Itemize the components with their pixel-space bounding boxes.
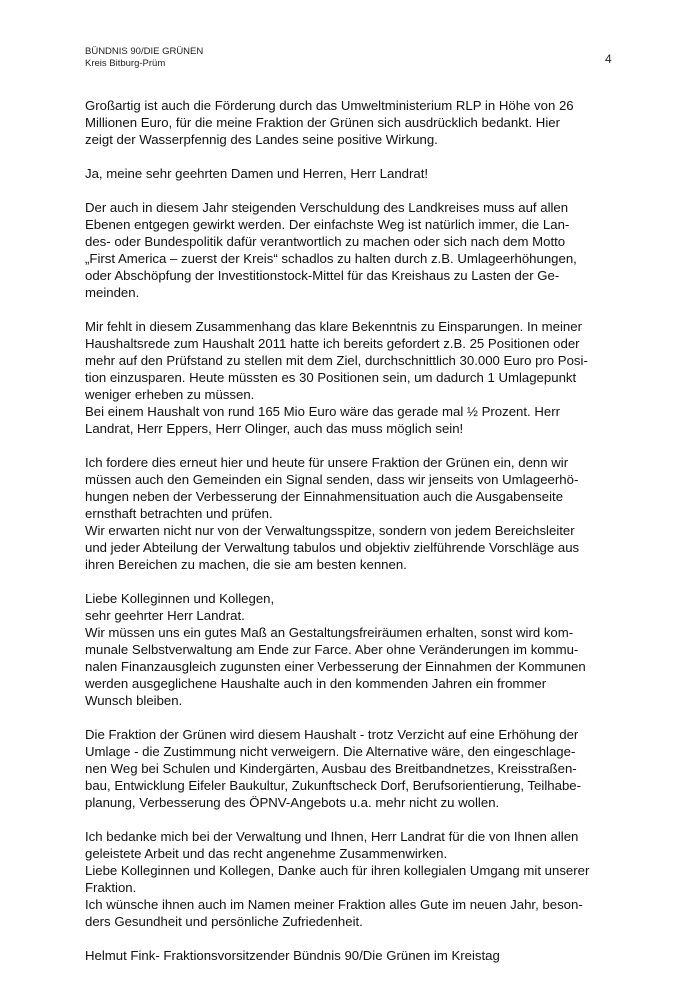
- text-line: Landrat, Herr Eppers, Herr Olinger, auch das muss möglich sein!: [85, 421, 464, 436]
- paragraph: [85, 318, 620, 437]
- text-line: Liebe Kolleginnen und Kollegen,: [85, 591, 275, 606]
- paragraph-gap: [85, 811, 620, 828]
- paragraph-gap: [85, 573, 620, 590]
- text-line: tion einzusparen. Heute müssten es 30 Positionen sein, um dadurch 1 Umlagepunkt: [85, 370, 577, 385]
- text-line: Mir fehlt in diesem Zusammenhang das klare Bekenntnis zu Einsparungen. In meiner: [85, 319, 582, 334]
- text-line: Wunsch bleiben.: [85, 693, 183, 708]
- text-line: Der auch in diesem Jahr steigenden Verschuldung des Landkreises muss auf allen: [85, 200, 569, 215]
- text-line: Ebenen entgegen gewirkt werden. Der einfachste Weg ist natürlich immer, die Lan-: [85, 217, 570, 232]
- text-line: Fraktion.: [85, 880, 137, 895]
- text-line: munale Selbstverwaltung am Ende zur Farce. Aber ohne Veränderungen im kommu-: [85, 642, 579, 657]
- text-line: Ich bedanke mich bei der Verwaltung und Ihnen, Herr Landrat für die von Ihnen allen: [85, 829, 579, 844]
- paragraph-gap: [85, 709, 620, 726]
- text-line: ernsthaft betrachten und prüfen.: [85, 506, 273, 521]
- paragraph: [85, 726, 620, 811]
- text-line: bau, Entwicklung Eifeler Baukultur, Zukunftscheck Dorf, Berufsorientierung, Teilhabe-: [85, 778, 582, 793]
- paragraph: [85, 454, 620, 573]
- document-body: [85, 97, 620, 964]
- paragraph-gap: [85, 301, 620, 318]
- paragraph-gap: [85, 930, 620, 947]
- text-line: und jeder Abteilung der Verwaltung tabulos und objektiv zielführende Vorschläge aus: [85, 540, 580, 555]
- text-line: zeigt der Wasserpfennig des Landes seine positive Wirkung.: [85, 132, 438, 147]
- text-line: „First America – zuerst der Kreis“ schadlos zu halten durch z.B. Umlageerhöhungen,: [85, 251, 577, 266]
- text-line: Helmut Fink- Fraktionsvorsitzender Bündnis 90/Die Grünen im Kreistag: [85, 948, 500, 963]
- text-line: Ich wünsche ihnen auch im Namen meiner Fraktion alles Gute im neuen Jahr, beson-: [85, 897, 583, 912]
- header-district: Kreis Bitburg-Prüm: [85, 58, 166, 69]
- text-line: sehr geehrter Herr Landrat.: [85, 608, 245, 623]
- paragraph: [85, 947, 620, 964]
- paragraph: [85, 199, 620, 301]
- text-line: hungen neben der Verbesserung der Einnahmensituation auch die Ausgabenseite: [85, 489, 564, 504]
- text-line: Ja, meine sehr geehrten Damen und Herren, Herr Landrat!: [85, 166, 429, 181]
- text-line: ders Gesundheit und persönliche Zufriedenheit.: [85, 914, 363, 929]
- paragraph: [85, 97, 620, 148]
- text-line: weniger erheben zu müssen.: [85, 387, 255, 402]
- paragraph-gap: [85, 182, 620, 199]
- text-line: des- oder Bundespolitik dafür verantwortlich zu machen oder sich nach dem Motto: [85, 234, 566, 249]
- text-line: Die Fraktion der Grünen wird diesem Haushalt - trotz Verzicht auf eine Erhöhung der: [85, 727, 579, 742]
- text-line: Liebe Kolleginnen und Kollegen, Danke auch für ihren kollegialen Umgang mit unserer: [85, 863, 590, 878]
- text-line: meinden.: [85, 285, 140, 300]
- text-line: Wir müssen uns ein gutes Maß an Gestaltungsfreiräumen erhalten, sonst wird kom-: [85, 625, 574, 640]
- text-line: Umlage - die Zustimmung nicht verweigern. Die Alternative wäre, den eingeschlage-: [85, 744, 576, 759]
- text-line: planung, Verbesserung des ÖPNV-Angebots u.a. mehr nicht zu wollen.: [85, 795, 500, 810]
- text-line: mehr auf den Prüfstand zu stellen mit dem Ziel, durchschnittlich 30.000 Euro pro Posi-: [85, 353, 588, 368]
- text-line: nen Weg bei Schulen und Kindergärten, Ausbau des Breitbandnetzes, Kreisstraßen-: [85, 761, 577, 776]
- text-line: Wir erwarten nicht nur von der Verwaltungsspitze, sondern von jedem Bereichsleiter: [85, 523, 575, 538]
- text-line: oder Abschöpfung der Investitionstock-Mittel für das Kreishaus zu Lasten der Ge-: [85, 268, 560, 283]
- text-line: Großartig ist auch die Förderung durch das Umweltministerium RLP in Höhe von 26: [85, 98, 574, 113]
- text-line: Bei einem Haushalt von rund 165 Mio Euro wäre das gerade mal ½ Prozent. Herr: [85, 404, 560, 419]
- page-number: 4: [605, 52, 612, 66]
- paragraph: [85, 590, 620, 709]
- paragraph: [85, 165, 620, 182]
- text-line: geleistete Arbeit und das recht angenehme Zusammenwirken.: [85, 846, 448, 861]
- text-line: müssen auch den Gemeinden ein Signal senden, dass wir jenseits von Umlageerhö-: [85, 472, 579, 487]
- header-org-name: BÜNDNIS 90/DIE GRÜNEN: [85, 46, 204, 57]
- text-line: werden ausgeglichene Haushalte auch in den kommenden Jahren ein frommer: [85, 676, 547, 691]
- text-line: ihren Bereichen zu machen, die sie am besten kennen.: [85, 557, 407, 572]
- paragraph-gap: [85, 148, 620, 165]
- document-header: [85, 46, 203, 70]
- text-line: Ich fordere dies erneut hier und heute für unsere Fraktion der Grünen ein, denn wir: [85, 455, 569, 470]
- paragraph-gap: [85, 437, 620, 454]
- text-line: Haushaltsrede zum Haushalt 2011 hatte ich bereits gefordert z.B. 25 Positionen oder: [85, 336, 580, 351]
- text-line: Millionen Euro, für die meine Fraktion der Grünen sich ausdrücklich bedankt. Hier: [85, 115, 560, 130]
- text-line: nalen Finanzausgleich zugunsten einer Verbesserung der Einnahmen der Kommunen: [85, 659, 586, 674]
- paragraph: [85, 828, 620, 930]
